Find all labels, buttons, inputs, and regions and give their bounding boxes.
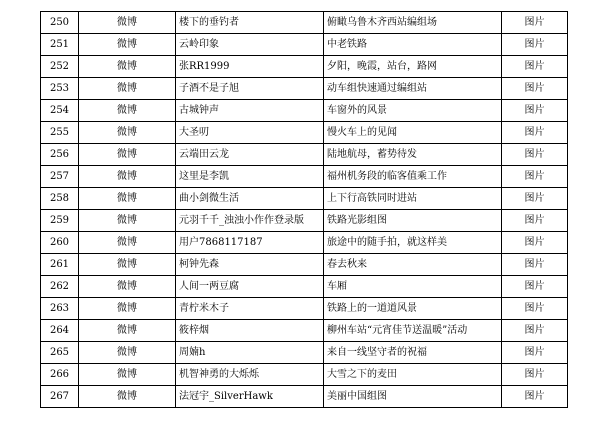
platform-cell: 微博	[79, 56, 176, 78]
table-row	[41, 188, 568, 210]
type-cell: 图片	[502, 12, 568, 34]
title-cell: 大雪之下的麦田	[324, 364, 502, 386]
title-cell: 中老铁路	[324, 34, 502, 56]
row-number-cell: 254	[41, 100, 79, 122]
platform-cell: 微博	[79, 232, 176, 254]
author-cell: 子酒不是子旭	[176, 78, 324, 100]
author-cell: 古城钟声	[176, 100, 324, 122]
type-cell: 图片	[502, 298, 568, 320]
platform-cell: 微博	[79, 12, 176, 34]
title-cell: 慢火车上的见闻	[324, 122, 502, 144]
author-cell: 曲小剑微生活	[176, 188, 324, 210]
type-cell: 图片	[502, 364, 568, 386]
platform-cell: 微博	[79, 320, 176, 342]
title-cell: 来自一线坚守者的祝福	[324, 342, 502, 364]
row-number-cell: 258	[41, 188, 79, 210]
table-row	[41, 386, 568, 408]
title-cell: 俯瞰乌鲁木齐西站编组场	[324, 12, 502, 34]
title-cell: 铁路上的一道道风景	[324, 298, 502, 320]
table-body	[41, 12, 568, 408]
title-cell: 柳州车站“元宵佳节送温暖”活动	[324, 320, 502, 342]
platform-cell: 微博	[79, 276, 176, 298]
author-cell: 这里是李凯	[176, 166, 324, 188]
row-number-cell: 259	[41, 210, 79, 232]
author-cell: 张RR1999	[176, 56, 324, 78]
platform-cell: 微博	[79, 386, 176, 408]
platform-cell: 微博	[79, 188, 176, 210]
type-cell: 图片	[502, 276, 568, 298]
type-cell: 图片	[502, 386, 568, 408]
title-cell: 福州机务段的临客值乘工作	[324, 166, 502, 188]
title-cell: 陆地航母，蓄势待发	[324, 144, 502, 166]
table-row	[41, 276, 568, 298]
row-number-cell: 255	[41, 122, 79, 144]
type-cell: 图片	[502, 210, 568, 232]
row-number-cell: 264	[41, 320, 79, 342]
title-cell: 美丽中国组图	[324, 386, 502, 408]
table-row	[41, 34, 568, 56]
table-row	[41, 122, 568, 144]
platform-cell: 微博	[79, 122, 176, 144]
type-cell: 图片	[502, 34, 568, 56]
platform-cell: 微博	[79, 144, 176, 166]
type-cell: 图片	[502, 100, 568, 122]
type-cell: 图片	[502, 144, 568, 166]
table-row	[41, 364, 568, 386]
author-cell: 周婻h	[176, 342, 324, 364]
table-row	[41, 210, 568, 232]
title-cell: 夕阳，晚霞，站台，路网	[324, 56, 502, 78]
title-cell: 车厢	[324, 276, 502, 298]
row-number-cell: 251	[41, 34, 79, 56]
platform-cell: 微博	[79, 364, 176, 386]
author-cell: 柯钟先森	[176, 254, 324, 276]
author-cell: 法冠宇_SilverHawk	[176, 386, 324, 408]
author-cell: 用户7868117187	[176, 232, 324, 254]
table-row	[41, 56, 568, 78]
row-number-cell: 256	[41, 144, 79, 166]
type-cell: 图片	[502, 342, 568, 364]
platform-cell: 微博	[79, 78, 176, 100]
row-number-cell: 262	[41, 276, 79, 298]
platform-cell: 微博	[79, 210, 176, 232]
author-cell: 青柠米木子	[176, 298, 324, 320]
table-row	[41, 232, 568, 254]
author-cell: 云端田云龙	[176, 144, 324, 166]
row-number-cell: 253	[41, 78, 79, 100]
platform-cell: 微博	[79, 342, 176, 364]
type-cell: 图片	[502, 254, 568, 276]
row-number-cell: 261	[41, 254, 79, 276]
table-row	[41, 144, 568, 166]
title-cell: 动车组快速通过编组站	[324, 78, 502, 100]
table-row	[41, 12, 568, 34]
row-number-cell: 250	[41, 12, 79, 34]
table-row	[41, 342, 568, 364]
author-cell: 元羽千千_浊浊小作作登录版	[176, 210, 324, 232]
table-row	[41, 298, 568, 320]
title-cell: 铁路光影组图	[324, 210, 502, 232]
table-row	[41, 166, 568, 188]
author-cell: 筱梓烟	[176, 320, 324, 342]
title-cell: 上下行高铁同时进站	[324, 188, 502, 210]
submission-table	[40, 11, 568, 408]
table-row	[41, 78, 568, 100]
author-cell: 机智神勇的大烁烁	[176, 364, 324, 386]
platform-cell: 微博	[79, 34, 176, 56]
author-cell: 人间一两豆腐	[176, 276, 324, 298]
type-cell: 图片	[502, 78, 568, 100]
type-cell: 图片	[502, 188, 568, 210]
type-cell: 图片	[502, 56, 568, 78]
row-number-cell: 265	[41, 342, 79, 364]
document-table-container	[40, 11, 568, 408]
title-cell: 春去秋来	[324, 254, 502, 276]
table-row	[41, 254, 568, 276]
row-number-cell: 252	[41, 56, 79, 78]
table-row	[41, 100, 568, 122]
type-cell: 图片	[502, 166, 568, 188]
platform-cell: 微博	[79, 166, 176, 188]
row-number-cell: 257	[41, 166, 79, 188]
table-row	[41, 320, 568, 342]
author-cell: 云岭印象	[176, 34, 324, 56]
title-cell: 旅途中的随手拍，就这样美	[324, 232, 502, 254]
row-number-cell: 260	[41, 232, 79, 254]
row-number-cell: 263	[41, 298, 79, 320]
author-cell: 大圣叨	[176, 122, 324, 144]
type-cell: 图片	[502, 232, 568, 254]
platform-cell: 微博	[79, 100, 176, 122]
type-cell: 图片	[502, 320, 568, 342]
row-number-cell: 267	[41, 386, 79, 408]
row-number-cell: 266	[41, 364, 79, 386]
platform-cell: 微博	[79, 254, 176, 276]
type-cell: 图片	[502, 122, 568, 144]
author-cell: 楼下的垂钓者	[176, 12, 324, 34]
platform-cell: 微博	[79, 298, 176, 320]
title-cell: 车窗外的风景	[324, 100, 502, 122]
